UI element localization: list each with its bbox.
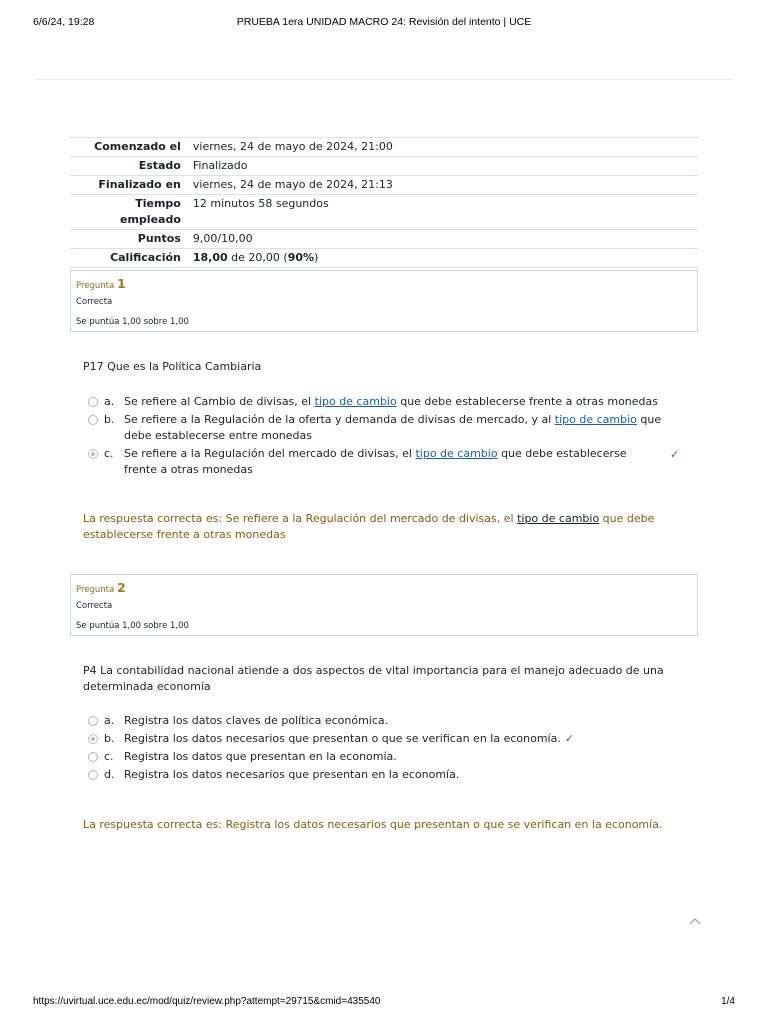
check-icon: ✓ — [564, 732, 575, 745]
question-info-box — [70, 574, 698, 636]
grade-total: de 20,00 ( — [227, 251, 288, 264]
summary-value: 9,00/10,00 — [192, 232, 253, 245]
summary-label: Estado — [138, 159, 181, 172]
radio-button[interactable] — [88, 770, 98, 780]
summary-row — [70, 157, 698, 176]
summary-row — [70, 195, 698, 230]
summary-row — [70, 176, 698, 195]
summary-value: Finalizado — [192, 159, 248, 172]
answer-text: Se refiere al Cambio de divisas, el tipo de cambio que debe establecerse frente a otras monedas — [124, 395, 659, 408]
answer-option[interactable] — [88, 731, 688, 747]
answer-letter: d. — [104, 768, 115, 781]
summary-label: Calificación — [110, 251, 181, 264]
glossary-link[interactable]: tipo de cambio — [415, 447, 498, 460]
answer-text: Se refiere a la Regulación del mercado de divisas, el tipo de cambio que debe establecerse frente a otras monedas — [124, 447, 627, 476]
answer-option[interactable] — [88, 749, 688, 765]
answer-text: Registra los datos claves de política económica. — [124, 714, 389, 727]
answer-letter: c. — [104, 447, 114, 460]
glossary-link[interactable]: tipo de cambio — [554, 413, 637, 426]
glossary-link[interactable]: tipo de cambio — [517, 512, 600, 525]
chevron-up-icon[interactable] — [688, 914, 702, 928]
check-icon: ✓ — [670, 448, 680, 461]
answer-option[interactable] — [88, 767, 688, 783]
question-state: Correcta — [76, 297, 113, 307]
question-number-line — [76, 581, 692, 597]
answer-letter: a. — [104, 714, 115, 727]
question-text: P4 La contabilidad nacional atiende a dos aspectos de vital importancia para el manejo adecuado de una determinada economía — [83, 664, 664, 693]
summary-row — [70, 138, 698, 157]
question-grade: Se puntúa 1,00 sobre 1,00 — [76, 621, 189, 631]
radio-button[interactable] — [88, 716, 98, 726]
question-text: P17 Que es la Política Cambiaria — [83, 360, 262, 373]
answer-letter: a. — [104, 395, 115, 408]
question-label: Pregunta — [76, 585, 115, 595]
header-divider — [35, 79, 733, 80]
question-label: Pregunta — [76, 281, 115, 291]
right-answer-feedback: La respuesta correcta es: Se refiere a la Regulación del mercado de divisas, el tipo de cambio que debe establecerse frente a otras monedas — [83, 512, 655, 541]
right-answer-feedback: La respuesta correcta es: Registra los datos necesarios que presentan o que se verifican en la economía. — [83, 818, 663, 831]
question-number: 1 — [116, 276, 126, 291]
answer-letter: b. — [104, 732, 115, 745]
answer-option[interactable] — [88, 412, 688, 444]
summary-value — [187, 249, 698, 268]
grade-score: 18,00 — [192, 251, 228, 264]
summary-label: Puntos — [137, 232, 181, 245]
question-info-box — [70, 270, 698, 332]
glossary-link[interactable]: tipo de cambio — [314, 395, 397, 408]
summary-label: Comenzado el — [94, 140, 181, 153]
answer-option[interactable] — [88, 446, 688, 478]
answer-text: Se refiere a la Regulación de la oferta y demanda de divisas de mercado, y al tipo de cambio que debe establecerse entre monedas — [124, 413, 662, 442]
print-datetime: 6/6/24, 19:28 — [33, 16, 95, 28]
answer-option[interactable] — [88, 713, 688, 729]
attempt-summary-table — [70, 137, 698, 268]
summary-value: viernes, 24 de mayo de 2024, 21:13 — [192, 178, 393, 191]
radio-button[interactable] — [88, 415, 98, 425]
radio-button-selected[interactable] — [88, 734, 98, 744]
summary-row — [70, 249, 698, 268]
summary-value: viernes, 24 de mayo de 2024, 21:00 — [192, 140, 393, 153]
summary-value: 12 minutos 58 segundos — [192, 197, 329, 210]
answer-text: Registra los datos necesarios que presentan o que se verifican en la economía. — [124, 732, 561, 745]
summary-label: Tiempo empleado — [120, 197, 181, 226]
summary-label: Finalizado en — [98, 178, 181, 191]
print-url: https://uvirtual.uce.edu.ec/mod/quiz/review.php?attempt=29715&cmid=435540 — [33, 996, 381, 1007]
summary-row — [70, 230, 698, 249]
question-number-line — [76, 277, 692, 293]
question-grade: Se puntúa 1,00 sobre 1,00 — [76, 317, 189, 327]
radio-button-selected[interactable] — [88, 449, 98, 459]
answer-text: Registra los datos necesarios que presentan en la economía. — [124, 768, 460, 781]
print-header — [33, 16, 735, 30]
question-number: 2 — [116, 580, 126, 595]
answer-letter: b. — [104, 413, 115, 426]
answer-text: Registra los datos que presentan en la economía. — [124, 750, 397, 763]
grade-percent: 90% — [287, 251, 315, 264]
grade-close: ) — [314, 251, 319, 264]
page-counter: 1/4 — [721, 996, 735, 1007]
answer-list — [88, 713, 688, 785]
answer-option[interactable] — [88, 394, 688, 410]
answer-list — [88, 394, 688, 480]
answer-letter: c. — [104, 750, 114, 763]
question-state: Correcta — [76, 601, 113, 611]
print-page-title: PRUEBA 1era UNIDAD MACRO 24: Revisión del intento | UCE — [236, 16, 532, 28]
radio-button[interactable] — [88, 752, 98, 762]
radio-button[interactable] — [88, 397, 98, 407]
